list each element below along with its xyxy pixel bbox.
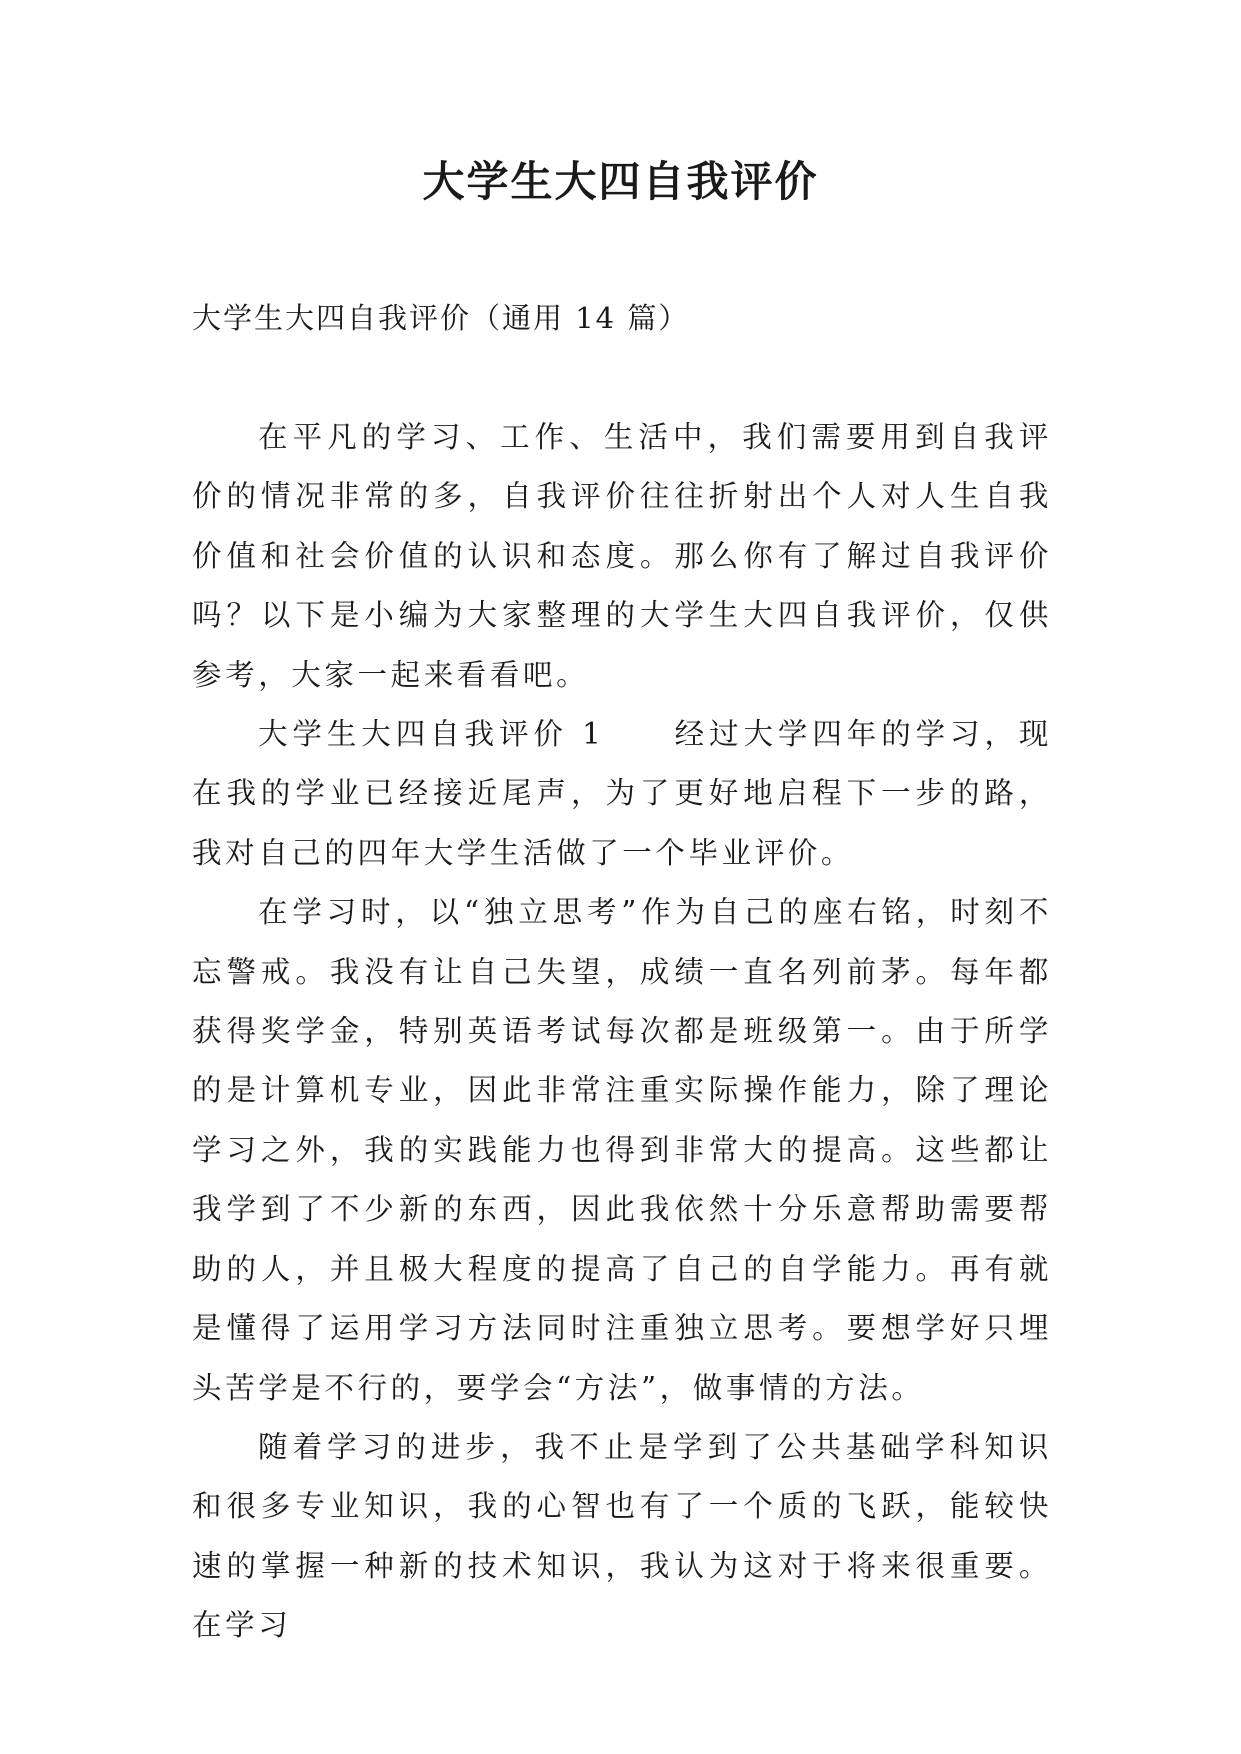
paragraph-study: 在学习时，以“独立思考”作为自己的座右铭，时刻不忘警戒。我没有让自己失望，成绩一直名列前茅。每年都获得奖学金，特别英语考试每次都是班级第一。由于所学的是计算机专业，因此非常注重实际操作能力，除了理论学习之外，我的实践能力也得到非常大的提高。这些都让我学到了不少新的东西，因此我依然十分乐意帮助需要帮助的人，并且极大程度的提高了自己的自学能力。再有就是懂得了运用学习方法同时注重独立思考。要想学好只埋头苦学是不行的，要学会“方法”，做事情的方法。 bbox=[192, 895, 1052, 1405]
document-title: 大学生大四自我评价 bbox=[422, 157, 819, 206]
document-subtitle: 大学生大四自我评价（通用 14 篇） bbox=[192, 301, 690, 335]
paragraph-progress: 随着学习的进步，我不止是学到了公共基础学科知识和很多专业知识，我的心智也有了一个质的飞跃，能较快速的掌握一种新的技术知识，我认为这对于将来很重要。在学习 bbox=[192, 1429, 1052, 1643]
paragraph-intro: 在平凡的学习、工作、生活中，我们需要用到自我评价的情况非常的多，自我评价往往折射出个人对人生自我价值和社会价值的认识和态度。那么你有了解过自我评价吗？以下是小编为大家整理的大学生大四自我评价，仅供参考，大家一起来看看吧。 bbox=[192, 420, 1052, 692]
document-body bbox=[192, 408, 1052, 1656]
paragraph-evaluation-1: 大学生大四自我评价 1 经过大学四年的学习，现在我的学业已经接近尾声，为了更好地启程下一步的路，我对自己的四年大学生活做了一个毕业评价。 bbox=[192, 717, 1052, 870]
